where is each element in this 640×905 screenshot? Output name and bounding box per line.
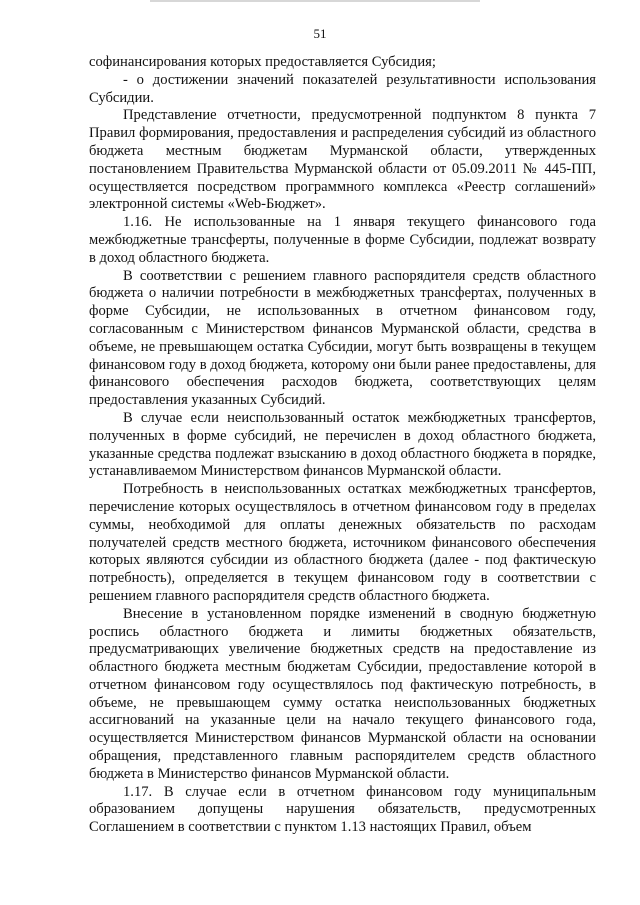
- paragraph-unspent-balance: В случае если неиспользованный остаток межбюджетных трансфертов, полученных в форме субсидий, не перечислен в доход областного бюджета, указанные средства подлежат взысканию в доход областного бюджета в порядке, устанавливаемом Министерством финансов Мурманской области.: [89, 409, 596, 480]
- paragraph-clause-1-17: 1.17. В случае если в отчетном финансовом году муниципальным образованием допущены нарушения обязательств, предусмотренных Соглашением в соответствии с пунктом 1.13 настоящих Правил, объем: [89, 783, 596, 836]
- paragraph-reporting: Представление отчетности, предусмотренной подпунктом 8 пункта 7 Правил формирования, предоставления и распределения субсидий из областного бюджета местным бюджетам Мурманской области, утвержденных постановлением Правительства Мурманской области от 05.09.2011 № 445-ПП, осуществляется посредством программного комплекса «Реестр соглашений» электронной системы «Web-Бюджет».: [89, 107, 596, 213]
- paragraph-clause-1-16: 1.16. Не использованные на 1 января текущего финансового года межбюджетные трансферты, полученные в форме Субсидии, подлежат возврату в доход областного бюджета.: [89, 214, 596, 266]
- paragraph-return-decision: В соответствии с решением главного распорядителя средств областного бюджета о наличии потребности в межбюджетных трансфертах, полученных в форме Субсидии, не использованных в отчетном финансовом году, согласованным с Министерством финансов Мурманской области, средства в объеме, не превышающем остатка Субсидии, могут быть возвращены в текущем финансовом году в доход бюджета, которому они были ранее предоставлены, для финансового обеспечения расходов бюджета, соответствующих целям предоставления указанных Субсидий.: [89, 267, 596, 409]
- paragraph-budget-changes: Внесение в установленном порядке изменений в сводную бюджетную роспись областного бюджета и лимиты бюджетных обязательств, предусматривающих увеличение бюджетных средств на предоставление из областного бюджета местным бюджетам Субсидии, предоставление которой в отчетном финансовом году осуществлялось под фактическую потребность, в объеме, не превышающем сумму остатка неиспользованных бюджетных ассигнований на указанные цели на начало текущего финансового года, осуществляется Министерством финансов Мурманской области на основании обращения, представленного главным распорядителем средств областного бюджета в Министерство финансов Мурманской области.: [89, 605, 596, 782]
- page-number: 51: [313, 26, 327, 41]
- paragraph-bullet-indicators: - о достижении значений показателей результативности использования Субсидии.: [89, 71, 596, 106]
- top-edge-line: [150, 0, 480, 2]
- paragraph-continuation: софинансирования которых предоставляется Субсидия;: [89, 54, 436, 70]
- paragraph-actual-need: Потребность в неиспользованных остатках межбюджетных трансфертов, перечисление которых осуществлялось в отчетном финансовом году в пределах суммы, необходимой для оплаты денежных обязательств по расходам получателей средств местного бюджета, источником финансового обеспечения которых являются субсидии из областного бюджета (далее - под фактическую потребность), определяется в текущем финансовом году в соответствии с решением главного распорядителя средств областного бюджета.: [89, 481, 596, 604]
- document-body: [89, 54, 596, 837]
